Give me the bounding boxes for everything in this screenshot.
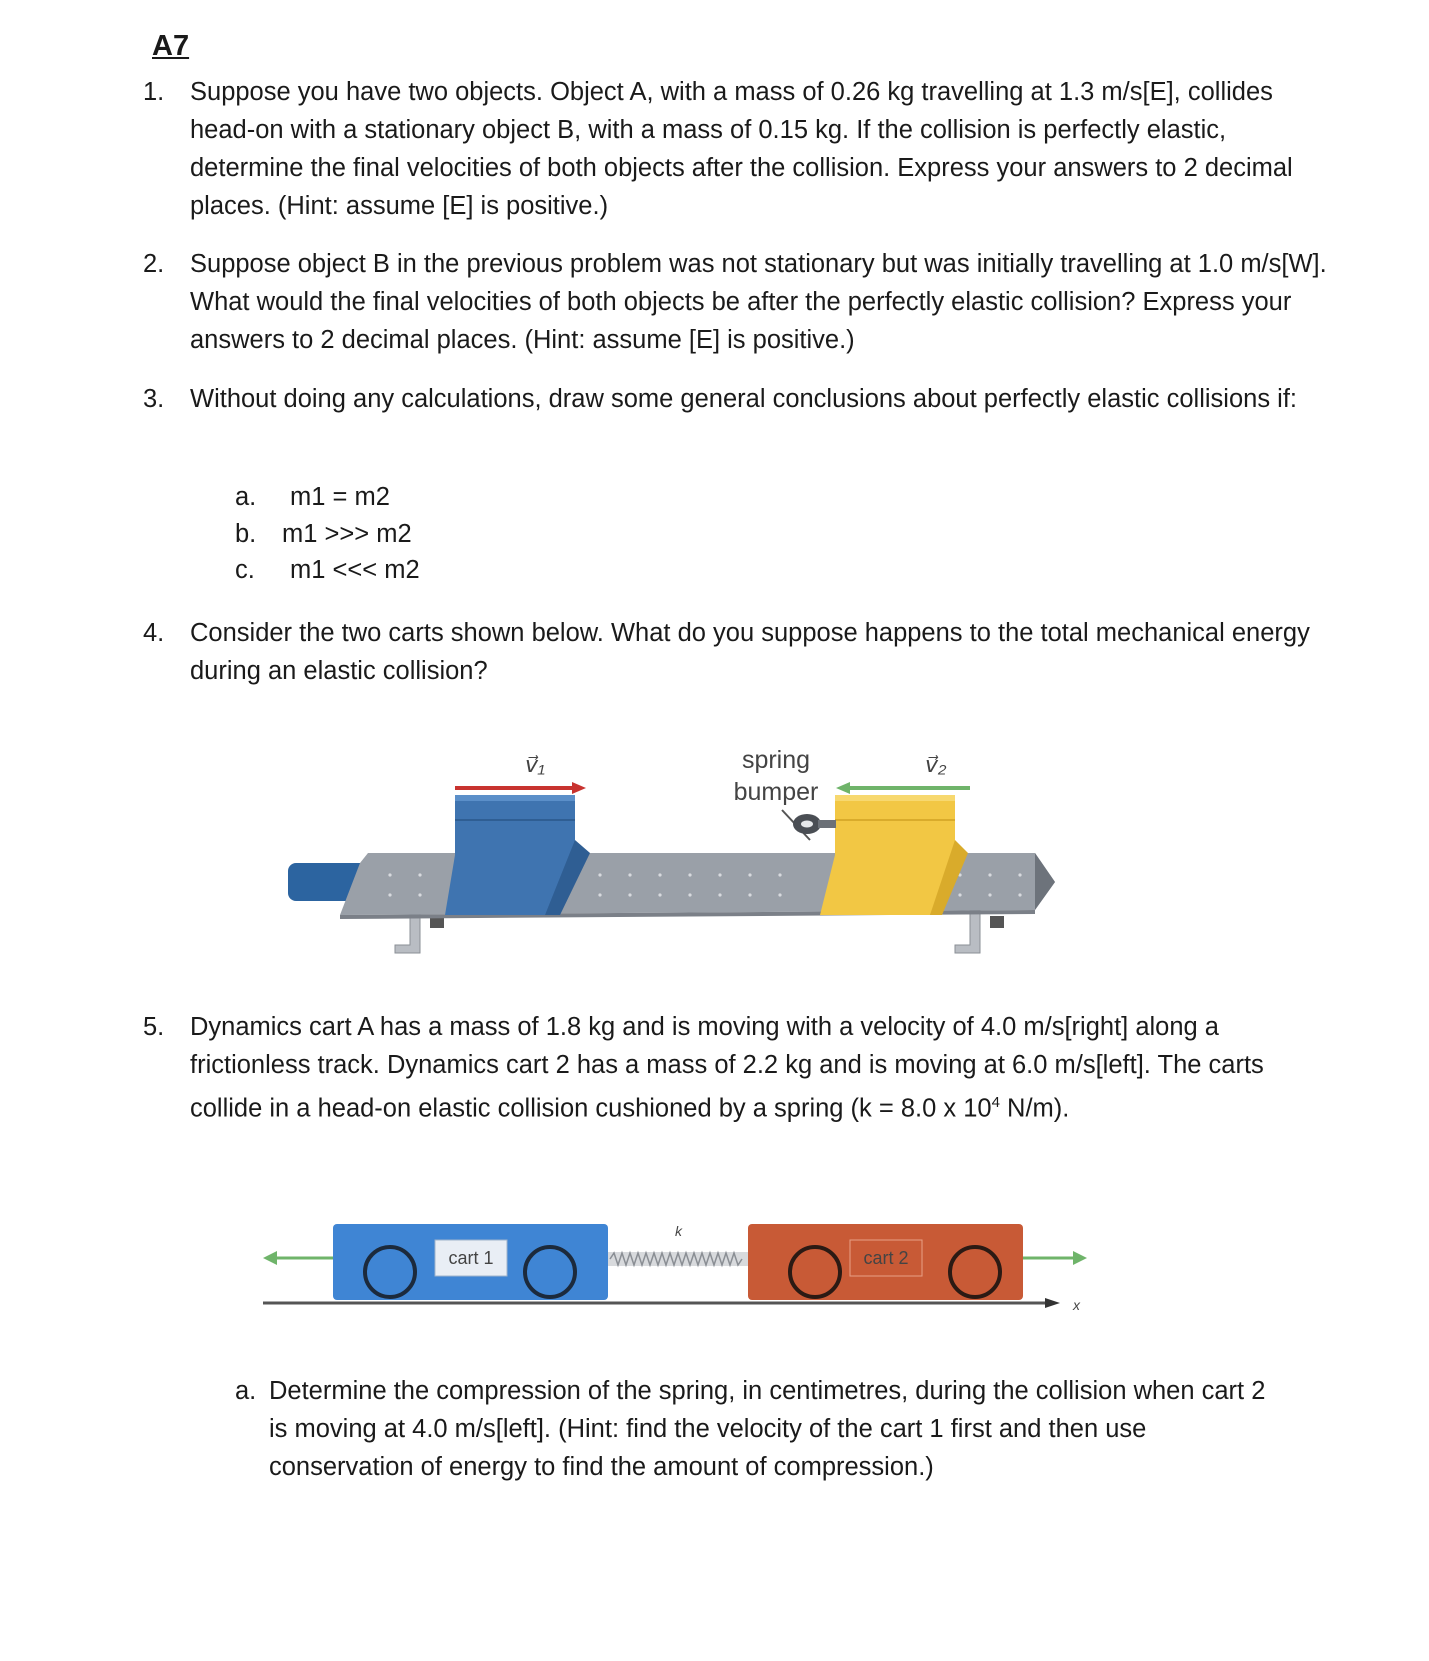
question-text: Without doing any calculations, draw some general conclusions about perfectly elastic collisions if: (190, 385, 1297, 413)
question-text: Suppose object B in the previous problem was not stationary but was initially travelling at 1.0 m/s[W]. What would the final velocities of both objects be after the perfectly elastic collision? Express your answers to 2 decimal places. (Hint: assume [E] is positive.) (190, 250, 1327, 354)
cart-1 (333, 1224, 608, 1300)
question-text: Consider the two carts shown below. What do you suppose happens to the total mechanical energy during an elastic collision? (190, 619, 1310, 685)
v2-label: v⃗₂ (925, 752, 947, 777)
question-number: 1. (143, 78, 165, 106)
spring (608, 1252, 748, 1266)
blue-cart (445, 795, 590, 915)
question-text: Dynamics cart A has a mass of 1.8 kg and is moving with a velocity of 4.0 m/s[right] along a frictionless track. Dynamics cart 2 has a mass of 2.2 kg and is moving at 6.0 m/s[left]. The carts collide in a head-on elastic collision cushioned by a spring (k = 8.0 x $10^4$ N/m). (190, 1013, 1264, 1123)
spring-label-line1: spring (741, 746, 811, 774)
spring-constant-label: k (675, 1223, 682, 1239)
item-text: m1 <<< m2 (290, 556, 420, 584)
figure-cart-collision (255, 1222, 1145, 1352)
yellow-cart (820, 795, 968, 915)
question-number: 5. (143, 1013, 165, 1041)
item-text: m1 >>> m2 (282, 520, 412, 548)
v1-arrow (455, 782, 586, 794)
question-text: Suppose you have two objects. Object A, with a mass of 0.26 kg travelling at 1.3 m/s[E], collides head-on with a stationary object B, with a mass of 0.15 kg. If the collision is perfectly elastic, determine the final velocities of both objects after the collision. Express your answers to 2 decimal places. (Hint: assume [E] is positive.) (190, 78, 1293, 220)
spring-bumper (793, 814, 836, 834)
cart1-velocity-arrow (263, 1251, 333, 1265)
v2-arrow (836, 782, 970, 794)
item-text: Determine the compression of the spring, in centimetres, during the collision when cart 2 is moving at 4.0 m/s[left]. (Hint: find the velocity of the cart 1 first and then use conservation of energy to find the amount of compression.) (269, 1377, 1266, 1481)
page-title: A7 (152, 30, 190, 62)
cart2-label: cart 2 (863, 1248, 909, 1268)
question-number: 4. (143, 619, 165, 647)
cart2-velocity-arrow (1020, 1251, 1087, 1265)
question-number: 2. (143, 250, 165, 278)
item-label: c. (235, 556, 255, 584)
spring-label-line2: bumper (733, 778, 819, 806)
v1-label: v⃗₁ (525, 752, 545, 777)
track-leg-right (955, 910, 980, 953)
cart-2 (748, 1224, 1023, 1300)
x-axis-label: x (1073, 1297, 1080, 1313)
item-label: b. (235, 520, 257, 548)
cart1-label: cart 1 (448, 1248, 494, 1268)
item-label: a. (235, 1377, 257, 1405)
figure-air-track (280, 740, 1120, 1030)
item-text: m1 = m2 (290, 483, 390, 511)
item-label: a. (235, 483, 257, 511)
question-number: 3. (143, 385, 165, 413)
